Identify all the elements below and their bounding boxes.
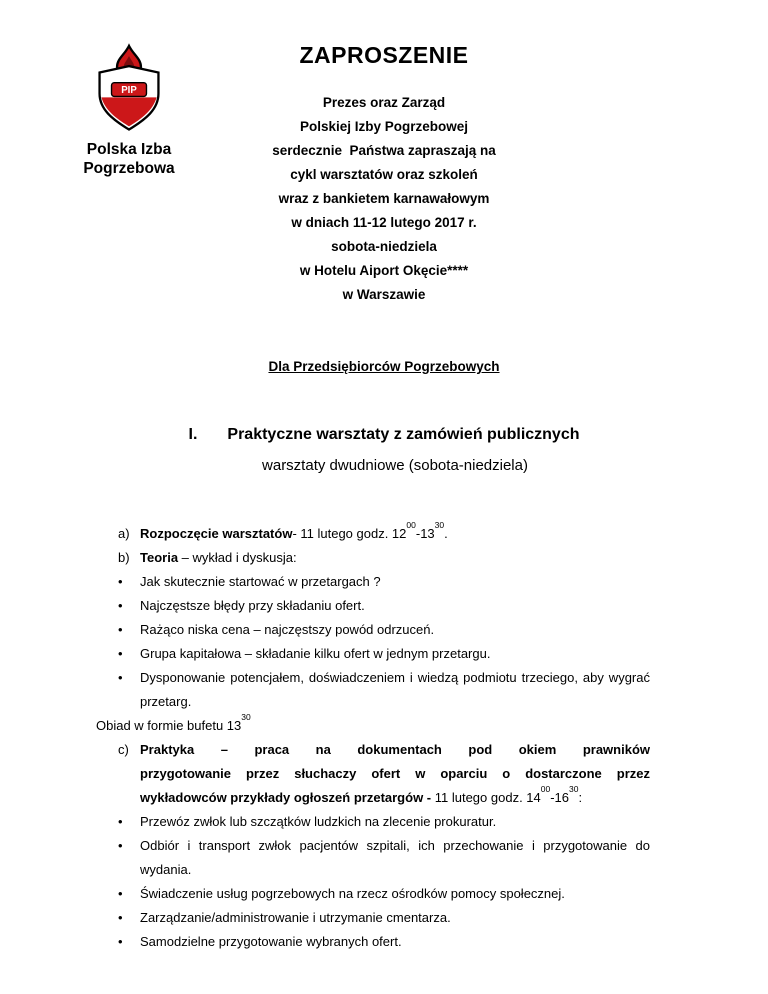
bullet-text: Rażąco niska cena – najczęstszy powód odrzuceń. [140, 622, 435, 637]
list-marker: a) [118, 526, 130, 541]
section-title: Praktyczne warsztaty z zamówień publicznych [227, 426, 580, 443]
bullet-item [118, 810, 650, 834]
invitation-line: Prezes oraz Zarząd [322, 95, 446, 110]
superscript: 00 [540, 783, 551, 794]
bullet-icon: • [118, 646, 123, 661]
bold-text: wykładowców przykłady ogłoszeń przetargów - [140, 790, 435, 805]
bullet-text: Świadczenie usług pogrzebowych na rzecz ośrodków pomocy społecznej. [140, 886, 565, 901]
text-run: – wykład i dyskusja: [178, 550, 297, 565]
pip-crest-icon [83, 42, 175, 138]
invitation-line: Polskiej Izby Pogrzebowej [299, 119, 469, 134]
lunch-note [96, 711, 650, 738]
invitation-line: sobota-niedziela [331, 239, 437, 254]
bullet-item [118, 906, 650, 930]
invitation-line: w dniach 11-12 lutego 2017 r. [291, 215, 477, 230]
superscript: 30 [569, 783, 579, 794]
bold-text: Teoria [140, 550, 179, 565]
bullet-text: Najczęstsze błędy przy składaniu ofert. [140, 598, 365, 613]
org-name-line: Pogrzebowa [83, 160, 175, 177]
bullet-item [118, 570, 650, 594]
invitation-line: serdecznie Państwa zapraszają na [272, 143, 496, 158]
bullet-text: Zarządzanie/administrowanie i utrzymanie cmentarza. [140, 910, 451, 925]
list-marker: b) [118, 550, 130, 565]
list-item-a [118, 519, 650, 546]
list-marker: c) [118, 742, 129, 757]
text-run: 11 lutego godz. 14 [434, 790, 541, 805]
superscript: 30 [241, 711, 251, 722]
bullet-icon: • [118, 934, 123, 949]
invitation-line: w Warszawie [342, 287, 426, 302]
text-run: - 11 lutego godz. 12 [292, 526, 407, 541]
bullet-icon: • [118, 598, 123, 613]
bullet-item [118, 882, 650, 906]
bullet-icon: • [118, 910, 123, 925]
bullet-icon: • [118, 814, 123, 829]
bullet-icon: • [118, 622, 123, 637]
logo-acronym: PIP [121, 85, 137, 97]
bullet-item [118, 834, 650, 882]
list-item-c [118, 738, 650, 810]
text-run: -13 [415, 526, 435, 541]
org-name-line: Polska Izba [86, 141, 172, 158]
text-run: . [444, 526, 448, 541]
bullet-item [118, 642, 650, 666]
text-run: : [578, 790, 583, 805]
bullet-icon: • [118, 886, 123, 901]
bullet-item [118, 666, 650, 714]
invitation-line: wraz z bankietem karnawałowym [278, 191, 490, 206]
bullet-icon: • [118, 670, 123, 685]
bullet-icon: • [118, 838, 123, 853]
bold-text: Rozpoczęcie warsztatów [140, 526, 293, 541]
bullet-item [118, 618, 650, 642]
text-run: -16 [550, 790, 570, 805]
organization-name [70, 140, 188, 178]
section-numeral: I. [188, 426, 198, 443]
section-heading [0, 423, 768, 447]
bullet-text: Przewóz zwłok lub szczątków ludzkich na zlecenie prokuratur. [140, 814, 497, 829]
bullet-text: Jak skutecznie startować w przetargach ? [140, 574, 381, 589]
mixed-line [140, 783, 650, 810]
list-item-text [140, 519, 650, 546]
bullet-item [118, 930, 650, 954]
audience-heading: Dla Przedsiębiorców Pogrzebowych [268, 359, 500, 374]
bullet-icon: • [118, 574, 123, 589]
superscript: 30 [434, 519, 445, 530]
bullet-text: Dysponowanie potencjałem, doświadczeniem i wiedzą podmiotu trzeciego, aby wygrać przetarg. [140, 670, 650, 709]
bullet-item [118, 594, 650, 618]
superscript: 00 [406, 519, 416, 530]
section-subtitle: warsztaty dwudniowe (sobota-niedziela) [262, 457, 528, 474]
document-title: ZAPROSZENIE [299, 42, 469, 68]
bullet-text: Odbiór i transport zwłok pacjentów szpitali, ich przechowanie i przygotowanie do wydania. [140, 838, 650, 877]
document-body [96, 519, 650, 954]
organization-logo [70, 42, 188, 178]
list-item-text [140, 738, 650, 810]
bold-justified-line: Praktyka – praca na dokumentach pod okiem prawników [140, 742, 650, 757]
bullet-text: Samodzielne przygotowanie wybranych ofert. [140, 934, 402, 949]
invitation-line: w Hotelu Aiport Okęcie**** [299, 263, 469, 278]
bullet-text: Grupa kapitałowa – składanie kilku ofert w jednym przetargu. [140, 646, 491, 661]
text-run: Obiad w formie bufetu 13 [96, 718, 242, 733]
bold-justified-line: przygotowanie przez słuchaczy ofert w oparciu o dostarczone przez [140, 766, 650, 781]
list-item-b [118, 546, 650, 570]
list-item-text [140, 546, 650, 570]
invitation-line: cykl warsztatów oraz szkoleń [290, 167, 478, 182]
